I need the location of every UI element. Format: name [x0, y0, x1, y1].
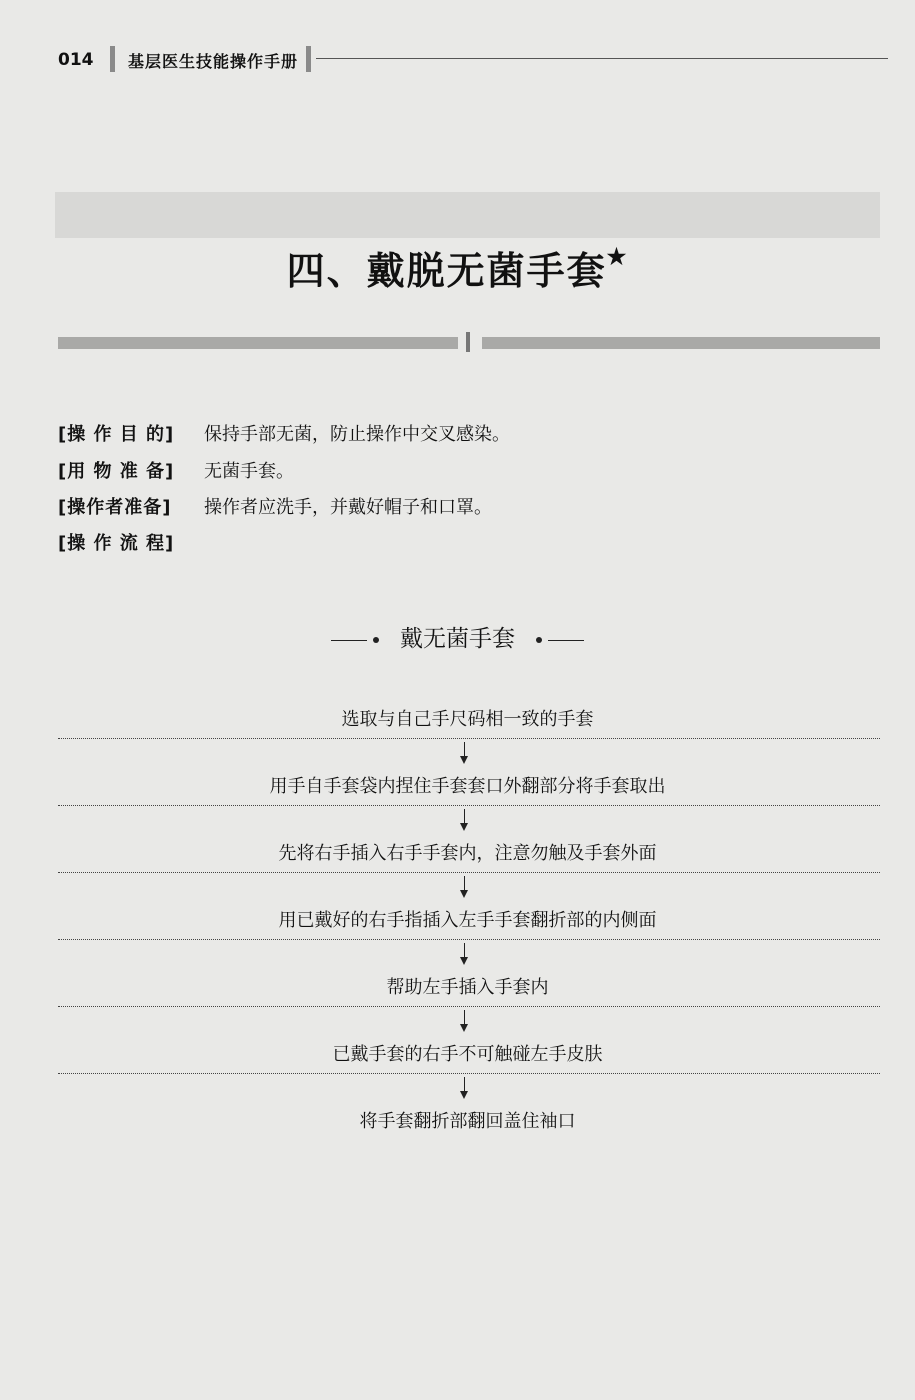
flow-heading-text: 戴无菌手套 — [400, 626, 515, 652]
step-divider — [58, 1073, 880, 1074]
field-procedure — [58, 529, 204, 555]
header-divider-right — [306, 46, 311, 72]
flow-step: 用手自手套袋内捏住手套套口外翻部分将手套取出 — [269, 776, 666, 797]
header-divider-left — [110, 46, 115, 72]
section-title-text: 四、戴脱无菌手套 — [286, 248, 607, 293]
flow-step: 将手套翻折部翻回盖住袖口 — [359, 1111, 576, 1132]
step-divider — [58, 738, 880, 739]
flow-step: 帮助左手插入手套内 — [386, 977, 549, 998]
heading-dot-left — [373, 637, 379, 643]
header-rule — [316, 58, 888, 59]
step-divider — [58, 805, 880, 806]
flow-step: 选取与自己手尺码相一致的手套 — [341, 709, 594, 730]
flow-step: 用已戴好的右手指插入左手手套翻折部的内侧面 — [278, 910, 657, 931]
field-materials — [58, 457, 294, 483]
title-band-mark — [466, 332, 470, 352]
star-icon: ★ — [606, 244, 629, 270]
flow-heading — [0, 620, 915, 653]
title-band-left — [58, 337, 458, 349]
down-arrow-icon — [464, 1010, 465, 1030]
field-label: [操 作 流 程] — [58, 533, 175, 554]
title-band-right — [482, 337, 880, 349]
field-operator-prep — [58, 493, 492, 519]
field-value: 保持手部无菌，防止操作中交叉感染。 — [204, 424, 510, 445]
flow-step: 先将右手插入右手手套内，注意勿触及手套外面 — [278, 843, 657, 864]
field-label: [操 作 目 的] — [58, 424, 175, 445]
step-divider — [58, 939, 880, 940]
book-title: 基层医生技能操作手册 — [128, 52, 299, 71]
step-divider — [58, 1006, 880, 1007]
flow-step: 已戴手套的右手不可触碰左手皮肤 — [332, 1044, 603, 1065]
down-arrow-icon — [464, 1077, 465, 1097]
down-arrow-icon — [464, 943, 465, 963]
running-header — [58, 44, 888, 76]
heading-dot-right — [536, 637, 542, 643]
field-label: [用 物 准 备] — [58, 461, 175, 482]
down-arrow-icon — [464, 876, 465, 896]
field-value: 无菌手套。 — [204, 461, 294, 482]
page-number: 014 — [58, 50, 94, 70]
field-label: [操作者准备] — [58, 497, 172, 518]
bleed-through-band — [55, 192, 880, 238]
down-arrow-icon — [464, 809, 465, 829]
field-value: 操作者应洗手，并戴好帽子和口罩。 — [204, 497, 492, 518]
heading-rule-left — [331, 640, 367, 641]
heading-rule-right — [548, 640, 584, 641]
section-title — [0, 240, 915, 295]
down-arrow-icon — [464, 742, 465, 762]
step-divider — [58, 872, 880, 873]
field-purpose — [58, 420, 510, 446]
